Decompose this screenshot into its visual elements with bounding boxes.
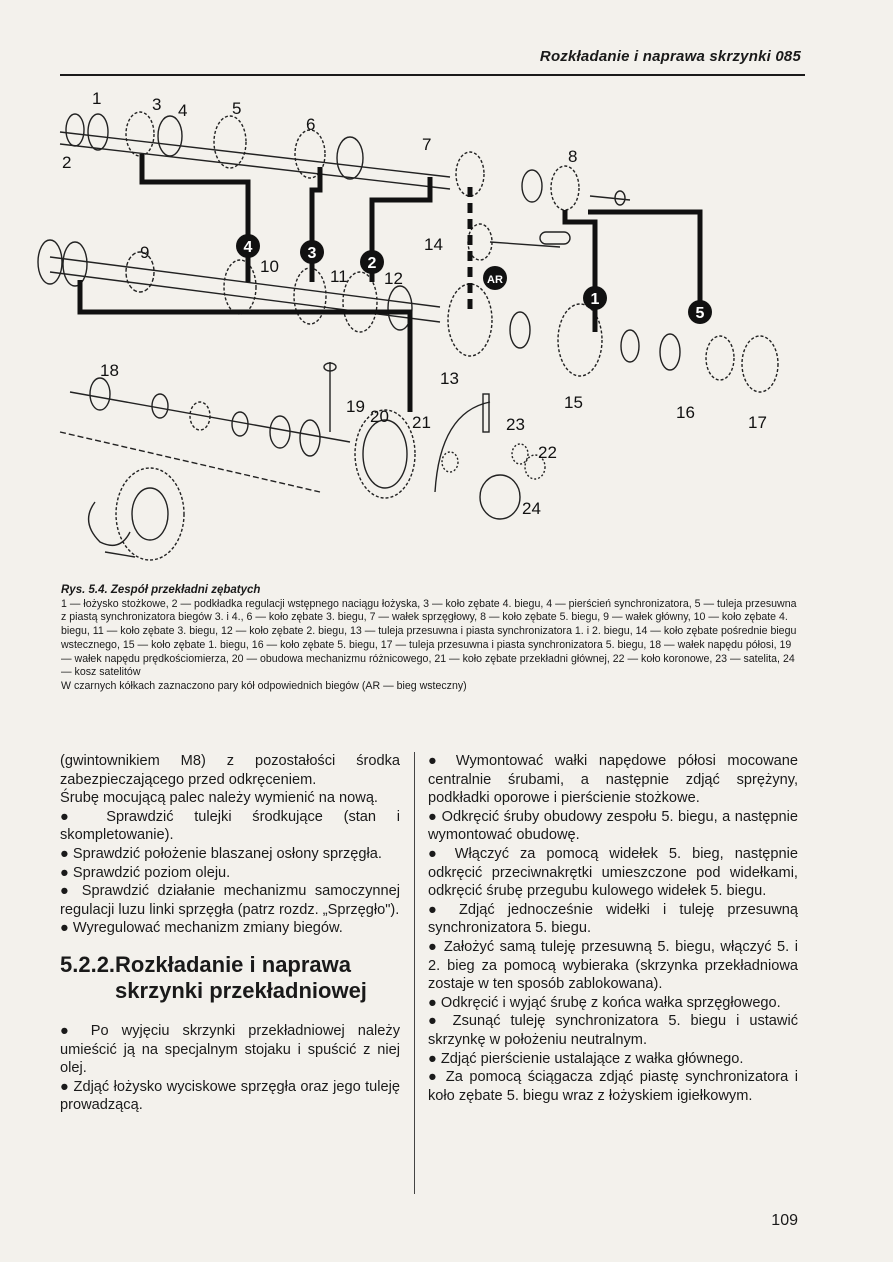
callout-label: 7	[422, 135, 432, 154]
svg-text:4: 4	[243, 239, 253, 256]
caption-note: W czarnych kółkach zaznaczono pary kół odpowiednich biegów (AR — bieg wsteczny)	[61, 679, 467, 692]
svg-text:1: 1	[590, 291, 600, 308]
callout-label: 14	[424, 235, 443, 254]
gear-part	[66, 112, 630, 210]
paragraph: ● Założyć samą tuleję przesuwną 5. biegu, włączyć 5. i 2. bieg za pomocą wybieraka (skrzynka przekładniowa zostaje w ten sposób zablokowana).	[428, 938, 798, 993]
callout-label: 5	[232, 99, 242, 118]
gear-pair-marker	[300, 240, 324, 264]
paragraph: ● Sprawdzić poziom oleju.	[60, 864, 231, 881]
callout-label: 20	[370, 407, 389, 426]
section-title: Rozkładanie i naprawa skrzynki przekładniowej	[115, 951, 367, 1003]
paragraph: ● Sprawdzić działanie mechanizmu samoczynnej regulacji luzu linki sprzęgła (patrz rozdz. „Sprzęgło").	[60, 883, 400, 918]
gear-pair-marker	[583, 286, 607, 310]
callout-label: 1	[92, 89, 102, 108]
gear-assembly-figure	[20, 82, 820, 582]
paragraph: ● Odkręcić i wyjąć śrubę z końca wałka sprzęgłowego.	[428, 994, 781, 1011]
right-column	[428, 752, 798, 1105]
gear-pair-marker	[360, 250, 384, 274]
caption-legend: 1 — łożysko stożkowe, 2 — podkładka regulacji wstępnego naciągu łożyska, 3 — koło zębate 4. biegu, 4 — pierścień synchronizatora, 5 — tuleja przesuwna z piastą synchronizatora biegów 3. i 4., 6 — koło zębate 3. biegu, 7 — wałek sprzęgłowy, 8 — koło zębate 5. biegu, 9 — wałek główny, 10 — koło zębate 4. biegu, 11 — koło zębate 3. biegu, 12 — koło zębate 2. biegu, 13 — tuleja przesuwna i piasta synchronizatora 1. i 2. biegu, 14 — koło zębate pośrednie biegu wstecznego, 15 — koło zębate 1. biegu, 16 — koło zębate 5. biegu, 17 — tuleja przesuwna i piasta synchronizatora 5. biegu, 18 — wałek napędu półosi, 19 — wałek napędu prędkościomierza, 20 — obudowa mechanizmu różnicowego, 21 — koło zębate przekładni głównej, 22 — koło koronowe, 23 — satelita, 24 — kosz satelitów	[61, 597, 797, 679]
section-number: 5.2.2.	[60, 951, 116, 977]
running-head: Rozkładanie i naprawa skrzynki 085	[539, 48, 801, 65]
callout-label: 16	[676, 403, 695, 422]
page-number: 109	[771, 1212, 798, 1229]
svg-text:5: 5	[695, 305, 705, 322]
callout-label: 9	[140, 243, 150, 262]
paragraph: ● Za pomocą ściągacza zdjąć piastę synchronizatora i koło zębate 5. biegu wraz z łożyskiem igiełkowym.	[428, 1069, 798, 1104]
paragraph: ● Po wyjęciu skrzynki przekładniowej należy umieścić ją na specjalnym stojaku i spuścić z niej olej.	[60, 1022, 400, 1077]
paragraph: ● Odkręcić śruby obudowy zespołu 5. biegu, a następnie wymontować obudowę.	[428, 808, 798, 844]
section-heading-block	[60, 952, 400, 1004]
svg-text:AR: AR	[487, 274, 503, 286]
gear-pair-marker-reverse	[483, 266, 507, 290]
callout-label: 2	[62, 153, 72, 172]
callout-label: 18	[100, 361, 119, 380]
figure-caption	[61, 584, 801, 694]
callout-label: 15	[564, 393, 583, 412]
paragraph: ● Zdjąć pierścienie ustalające z wałka głównego.	[428, 1050, 744, 1067]
svg-text:3: 3	[307, 245, 317, 262]
paragraph: ● Wyregulować mechanizm zmiany biegów.	[60, 920, 343, 937]
section-heading	[60, 952, 400, 1004]
paragraph: (gwintownikiem M8) z pozostałości środka zabezpieczającego przed odkręceniem.	[60, 753, 400, 788]
callout-label: 24	[522, 499, 541, 518]
svg-text:2: 2	[367, 255, 377, 272]
header-rule	[60, 74, 805, 76]
callout-label: 19	[346, 397, 365, 416]
callout-label: 23	[506, 415, 525, 434]
paragraph: ● Zsunąć tuleję synchronizatora 5. biegu i ustawić skrzynkę w położeniu neutralnym.	[428, 1013, 798, 1048]
callout-label: 6	[306, 115, 316, 134]
callout-label: 4	[178, 101, 188, 120]
gear-part	[90, 378, 320, 456]
callout-label: 12	[384, 269, 403, 288]
paragraph: ● Włączyć za pomocą widełek 5. bieg, następnie odkręcić przeciwnakrętki umieszczone pod widełkami, odkręcić śrubę przegubu kulowego widełek 5. biegu.	[428, 845, 798, 900]
paragraph: ● Zdjąć łożysko wyciskowe sprzęgła oraz jego tuleję prowadzącą.	[60, 1078, 400, 1114]
paragraph: ● Wymontować wałki napędowe półosi mocowane centralnie śrubami, a następnie zdjąć sprężyny, podkładki oporowe i pierścienie stożkowe.	[428, 753, 798, 807]
caption-title: Rys. 5.4. Zespół przekładni zębatych	[61, 584, 261, 596]
paragraph: ● Sprawdzić położenie blaszanej osłony sprzęgła.	[60, 845, 382, 862]
paragraph: ● Sprawdzić tulejki środkujące (stan i skompletowanie).	[60, 808, 400, 844]
paragraph: Śrubę mocującą palec należy wymienić na nową.	[60, 790, 378, 807]
callout-label: 13	[440, 369, 459, 388]
left-column	[60, 752, 400, 1115]
callout-label: 3	[152, 95, 162, 114]
column-divider	[414, 752, 415, 1194]
gear-pair-marker	[688, 300, 712, 324]
exploded-view-drawing	[20, 82, 820, 582]
callout-label: 21	[412, 413, 431, 432]
gear-pair-marker	[236, 234, 260, 258]
callout-label: 10	[260, 257, 279, 276]
callout-label: 22	[538, 443, 557, 462]
callout-label: 11	[330, 267, 348, 286]
paragraph: ● Zdjąć jednocześnie widełki i tuleję przesuwną synchronizatora 5. biegu.	[428, 901, 798, 937]
callout-label: 8	[568, 147, 578, 166]
callout-label: 17	[748, 413, 767, 432]
